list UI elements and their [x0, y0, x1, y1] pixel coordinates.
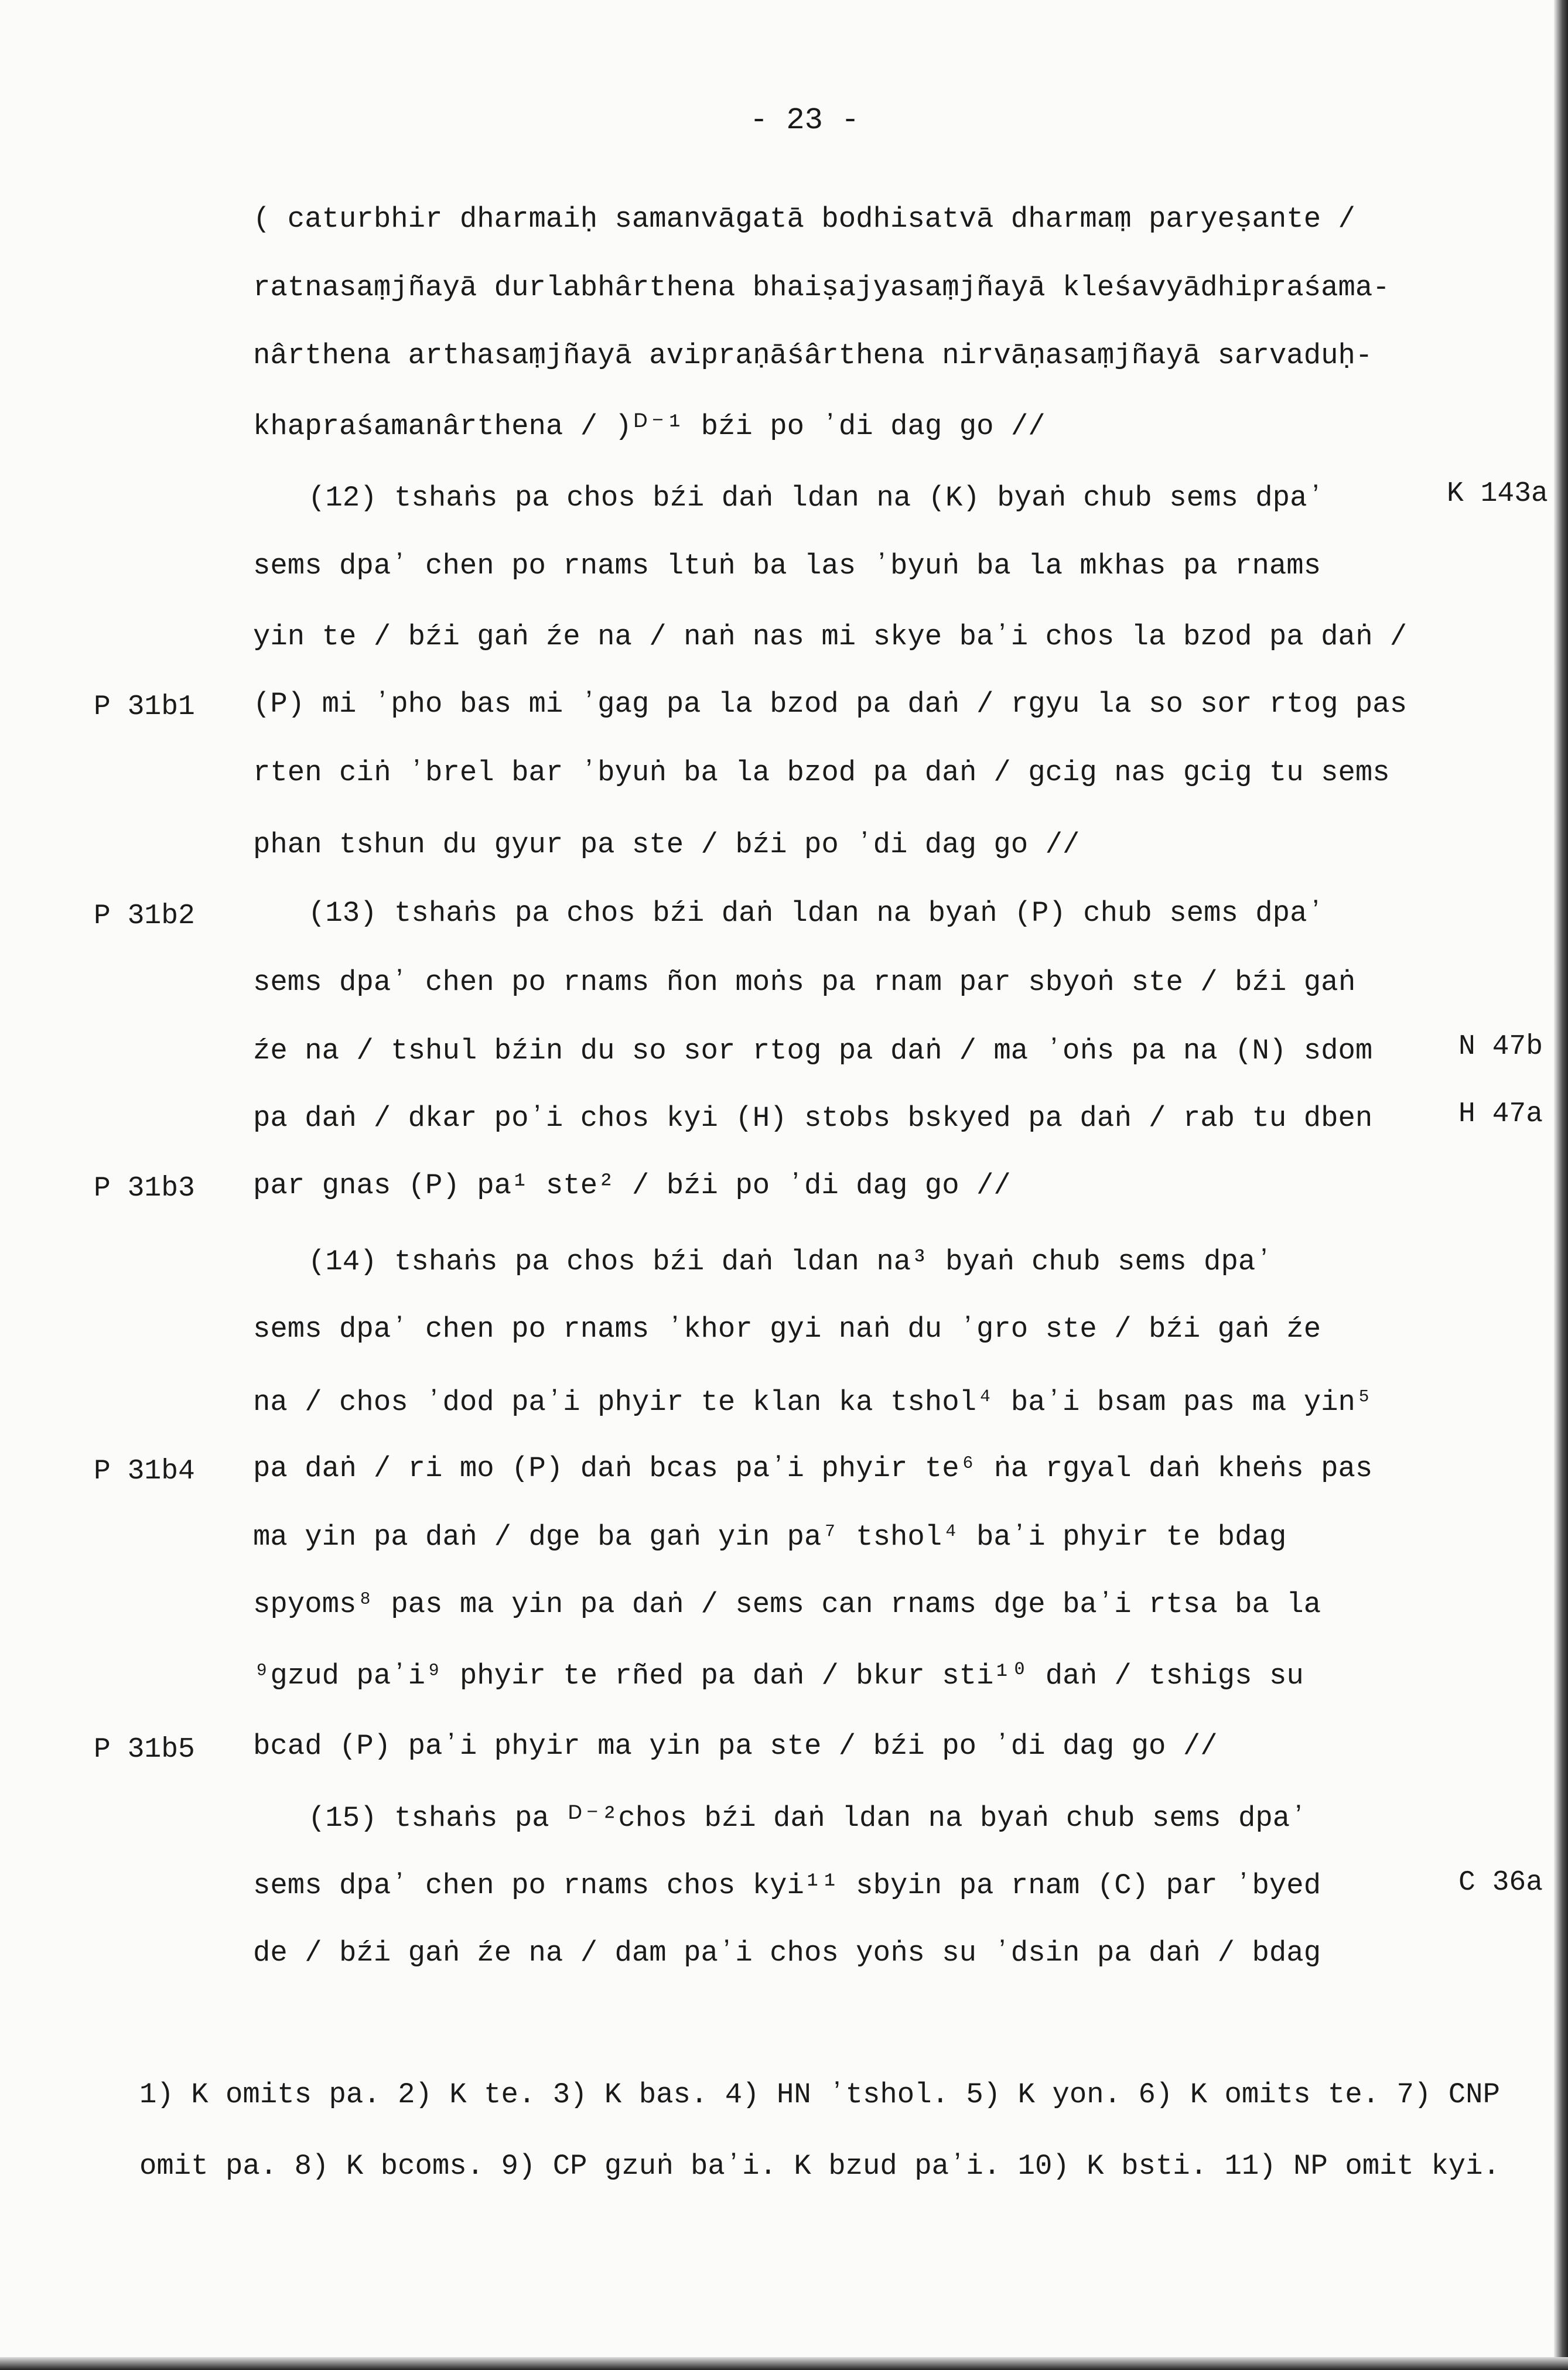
margin-ref-left: P 31b2 — [94, 900, 195, 932]
body-line: yin te / bźi gaṅ źe na / naṅ nas mi skye baʼi chos la bzod pa daṅ / — [253, 620, 1408, 653]
margin-ref-left: P 31b5 — [94, 1734, 195, 1765]
body-line: (12) tshaṅs pa chos bźi daṅ ldan na (K) byaṅ chub sems dpaʼ — [308, 481, 1324, 514]
scan-edge-bottom — [0, 2357, 1568, 2370]
margin-ref-right: K 143a — [1447, 478, 1548, 510]
body-line: pa daṅ / ri mo (P) daṅ bcas paʼi phyir te⁶ ṅa rgyal daṅ kheṅs pas — [253, 1452, 1373, 1485]
footnote-line: omit pa. 8) K bcoms. 9) CP gzuṅ baʼi. K bzud paʼi. 10) K bsti. 11) NP omit kyi. — [139, 2150, 1500, 2183]
body-line: ( caturbhir dharmaiḥ samanvāgatā bodhisatvā dharmaṃ paryeṣante / — [253, 203, 1355, 235]
margin-ref-left: P 31b3 — [94, 1173, 195, 1204]
scan-edge-right — [1554, 0, 1568, 2370]
body-line: sems dpaʼ chen po rnams ʼkhor gyi naṅ du ʼgro ste / bźi gaṅ źe — [253, 1313, 1321, 1345]
body-line: ratnasaṃjñayā durlabhârthena bhaiṣajyasaṃjñayā kleśavyādhipraśama- — [253, 271, 1390, 304]
body-line: nârthena arthasaṃjñayā avipraṇāśârthena nirvāṇasaṃjñayā sarvaduḥ- — [253, 339, 1373, 372]
body-line: (14) tshaṅs pa chos bźi daṅ ldan na³ byaṅ chub sems dpaʼ — [308, 1245, 1273, 1278]
body-line: ⁹gzud paʼi⁹ phyir te rñed pa daṅ / bkur sti¹⁰ daṅ / tshigs su — [253, 1659, 1304, 1692]
body-line: na / chos ʼdod paʼi phyir te klan ka tshol⁴ baʼi bsam pas ma yin⁵ — [253, 1386, 1373, 1419]
body-line: ma yin pa daṅ / dge ba gaṅ yin pa⁷ tshol⁴ baʼi phyir te bdag — [253, 1521, 1287, 1553]
body-line: pa daṅ / dkar poʼi chos kyi (H) stobs bskyed pa daṅ / rab tu dben — [253, 1102, 1373, 1135]
body-line: khapraśamanârthena / )ᴰ⁻¹ bźi po ʼdi dag go // — [253, 410, 1046, 443]
body-line: (15) tshaṅs pa ᴰ⁻²chos bźi daṅ ldan na byaṅ chub sems dpaʼ — [308, 1802, 1307, 1835]
margin-ref-left: P 31b4 — [94, 1456, 195, 1487]
body-line: spyoms⁸ pas ma yin pa daṅ / sems can rnams dge baʼi rtsa ba la — [253, 1588, 1321, 1621]
margin-ref-right: H 47a — [1458, 1098, 1543, 1130]
page-number: - 23 - — [750, 103, 860, 138]
body-line: sems dpaʼ chen po rnams ltuṅ ba las ʼbyuṅ ba la mkhas pa rnams — [253, 549, 1321, 582]
body-line: rten ciṅ ʼbrel bar ʼbyuṅ ba la bzod pa daṅ / gcig nas gcig tu sems — [253, 756, 1390, 789]
body-line: sems dpaʼ chen po rnams chos kyi¹¹ sbyin pa rnam (C) par ʼbyed — [253, 1869, 1321, 1902]
body-line: phan tshun du gyur pa ste / bźi po ʼdi dag go // — [253, 828, 1080, 861]
body-line: de / bźi gaṅ źe na / dam paʼi chos yoṅs su ʼdsin pa daṅ / bdag — [253, 1937, 1321, 1969]
margin-ref-right: N 47b — [1458, 1031, 1543, 1063]
margin-ref-right: C 36a — [1458, 1867, 1543, 1898]
footnote-line: 1) K omits pa. 2) K te. 3) K bas. 4) HN ʼtshol. 5) K yon. 6) K omits te. 7) CNP — [139, 2078, 1500, 2111]
body-line: sems dpaʼ chen po rnams ñon moṅs pa rnam par sbyoṅ ste / bźi gaṅ — [253, 966, 1355, 999]
body-line: (13) tshaṅs pa chos bźi daṅ ldan na byaṅ (P) chub sems dpaʼ — [308, 897, 1324, 930]
body-line: bcad (P) paʼi phyir ma yin pa ste / bźi po ʼdi dag go // — [253, 1730, 1218, 1763]
body-line: par gnas (P) pa¹ ste² / bźi po ʼdi dag go // — [253, 1169, 1011, 1202]
body-line: (P) mi ʼpho bas mi ʼgag pa la bzod pa daṅ / rgyu la so sor rtog pas — [253, 688, 1408, 720]
body-line: źe na / tshul bźin du so sor rtog pa daṅ / ma ʼoṅs pa na (N) sdom — [253, 1034, 1373, 1067]
margin-ref-left: P 31b1 — [94, 691, 195, 723]
